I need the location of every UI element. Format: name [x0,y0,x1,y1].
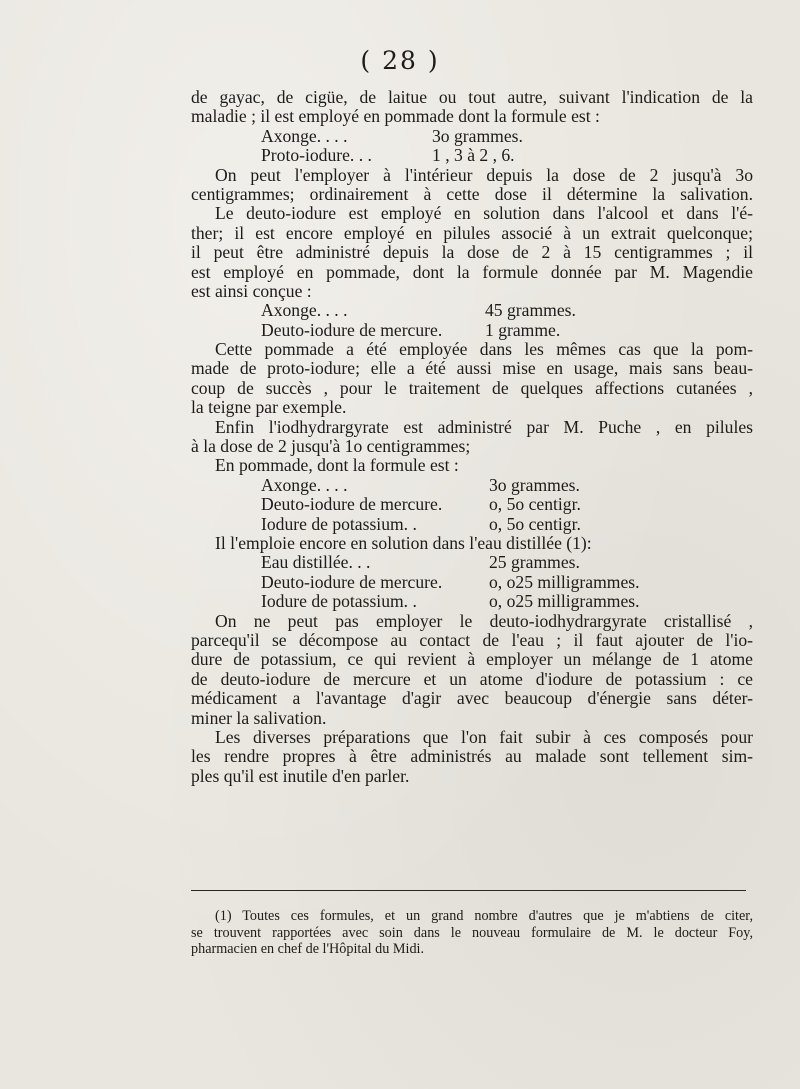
formula-quantity: o, 5o centigr. [489,494,581,515]
formula-ingredient: Deuto-iodure de mercure. [261,319,443,340]
formula-row [191,301,753,320]
text-line: est ainsi conçue : [191,281,312,301]
footnote-line: se trouvent rapportées avec soin dans le nouveau formulaire de M. le docteur Foy, [191,924,753,941]
formula-pommade-puche [191,476,753,534]
formula-quantity: 3o grammes. [489,474,580,495]
footnote-divider [191,890,746,891]
formula-ingredient: Eau distillée. . . [261,552,371,573]
text-line: dure de potassium, ce qui revient à employer un mélange de 1 atome [191,650,753,670]
text-line: à la dose de 2 jusqu'à 1o centigrammes; [191,437,471,457]
formula-ingredient: Deuto-iodure de mercure. [261,571,443,592]
formula-quantity: o, o25 milligrammes. [489,591,640,612]
formula-quantity: 45 grammes. [485,300,576,321]
formula-quantity: 1 gramme. [485,319,561,340]
formula-ingredient: Axonge. . . . [261,300,348,321]
footnote-line: (1) Toutes ces formules, et un grand nombre d'autres que je m'abtiens de citer, [215,908,753,924]
formula-ingredient: Axonge. . . . [261,125,348,146]
text-line: miner la salivation. [191,708,327,728]
formula-row [191,321,753,340]
formula-row [191,476,753,495]
text-line: de gayac, de cigüe, de laitue ou tout autre, suivant l'indication de la [191,88,753,107]
text-line: ples qu'il est inutile d'en parler. [191,766,410,786]
text-line: maladie ; il est employé en pommade dont la formule est : [191,107,600,127]
formula-pommade-magendie [191,301,753,340]
text-line: Cette pommade a été employée dans les mêmes cas que la pom- [215,340,753,360]
formula-quantity: o, 5o centigr. [489,513,581,534]
text-line: Enfin l'iodhydrargyrate est administré par M. Puche , en pilules [215,417,753,437]
formula-solution [191,553,753,611]
text-line: les rendre propres à être administrés au malade sont tellement sim- [191,747,753,767]
formula-row [191,127,753,146]
formula-quantity: 1 , 3 à 2 , 6. [432,145,515,166]
formula-row [191,553,753,572]
footnote [191,908,753,958]
formula-row [191,573,753,592]
page-number: ( 28 ) [360,46,440,75]
text-line: Le deuto-iodure est employé en solution dans l'alcool et dans l'é- [215,204,753,224]
formula-ingredient: Iodure de potassium. . [261,591,417,612]
text-line: la teigne par exemple. [191,398,347,418]
text-line: médicament a l'avantage d'agir avec beaucoup d'énergie sans déter- [191,689,753,709]
text-line: il peut être administré depuis la dose de 2 à 15 centigrammes ; il [191,243,753,263]
formula-pommade-proto-iodure [191,127,753,166]
text-line: de deuto-iodure de mercure et un atome d'iodure de potassium : ce [191,669,753,689]
formula-quantity: 25 grammes. [489,552,580,573]
text-line: made de proto-iodure; elle a été aussi mise en usage, mais sans beau- [191,359,753,379]
text-line: centigrammes; ordinairement à cette dose il détermine la salivation. [191,184,753,204]
text-line: En pommade, dont la formule est : [215,456,459,476]
text-line: ther; il est encore employé en pilules associé à un extrait quelconque; [191,223,753,243]
text-line: On ne peut pas employer le deuto-iodhydrargyrate cristallisé , [215,611,753,631]
formula-row [191,495,753,514]
text-line: Les diverses préparations que l'on fait subir à ces composés pour [215,727,753,747]
text-line: Il l'emploie encore en solution dans l'eau distillée (1): [215,533,592,553]
formula-row [191,515,753,534]
formula-ingredient: Iodure de potassium. . [261,513,417,534]
formula-quantity: 3o grammes. [432,125,523,146]
text-line: On peut l'employer à l'intérieur depuis la dose de 2 jusqu'à 3o [215,165,753,185]
formula-quantity: o, o25 milligrammes. [489,571,640,592]
text-line: coup de succès , pour le traitement de quelques affections cutanées , [191,378,753,398]
text-line: est employé en pommade, dont la formule donnée par M. Magendie [191,262,753,282]
formula-ingredient: Deuto-iodure de mercure. [261,494,443,515]
formula-row [191,592,753,611]
formula-ingredient: Proto-iodure. . . [261,145,372,166]
text-line: parcequ'il se décompose au contact de l'eau ; il faut ajouter de l'io- [191,630,753,650]
formula-row [191,146,753,165]
footnote-line: pharmacien en chef de l'Hôpital du Midi. [191,941,425,958]
formula-ingredient: Axonge. . . . [261,474,348,495]
body-text [191,88,753,786]
